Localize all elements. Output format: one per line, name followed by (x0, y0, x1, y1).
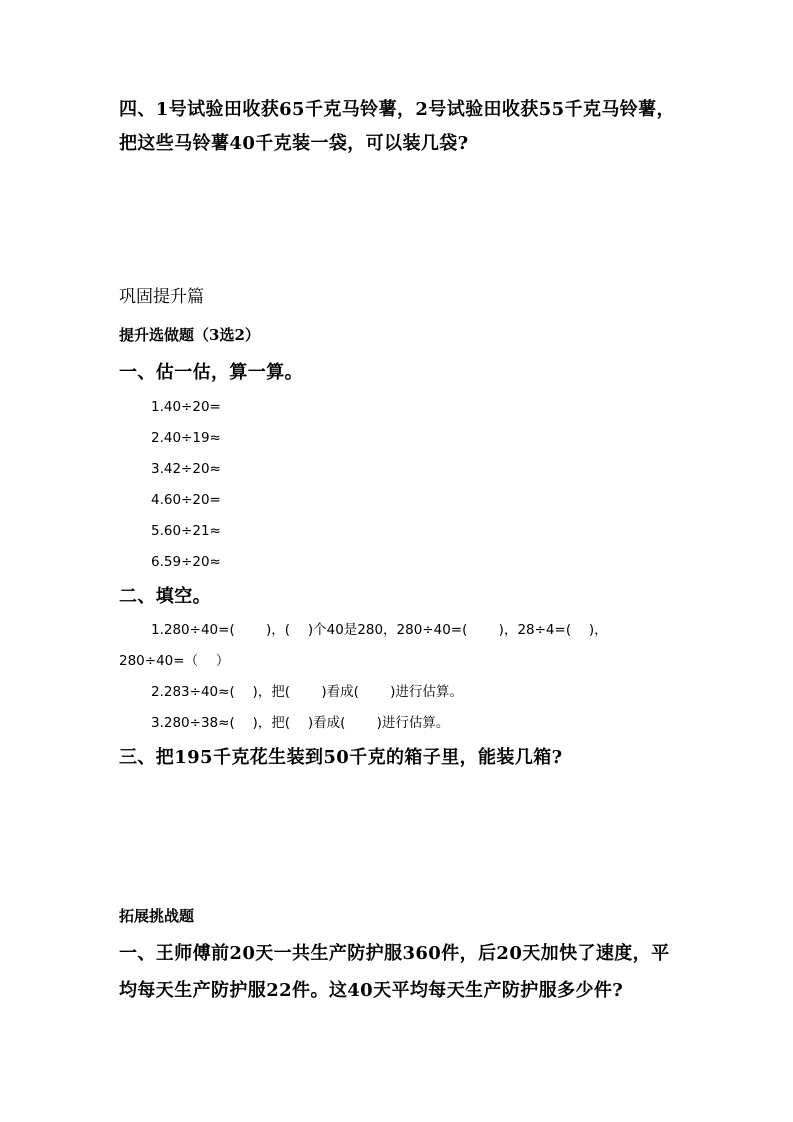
elective-heading: 提升选做题（3选2） (119, 326, 260, 344)
estimate-item: 1.40÷20= (151, 399, 221, 415)
estimate-item: 3.42÷20≈ (151, 461, 221, 477)
fill-item-1-line-1: 1.280÷40=( )，( )个40是280，280÷40=( )，28÷4=( )， (151, 622, 608, 638)
problem-4-line-2: 把这些马铃薯40千克装一袋，可以装几袋? (119, 133, 469, 154)
challenge-heading: 拓展挑战题 (119, 907, 195, 925)
challenge-line-1: 一、王师傅前20天一共生产防护服360件，后20天加快了速度，平 (119, 943, 670, 964)
estimate-item: 5.60÷21≈ (151, 523, 221, 539)
fill-item-2: 2.283÷40≈( )，把( )看成( )进行估算。 (151, 684, 463, 700)
question-1-heading: 一、估一估，算一算。 (119, 362, 303, 383)
section-title: 巩固提升篇 (119, 287, 204, 307)
estimate-item: 6.59÷20≈ (151, 554, 221, 570)
problem-4-line-1: 四、1号试验田收获65千克马铃薯，2号试验田收获55千克马铃薯， (119, 99, 675, 120)
fill-item-1-line-2: 280÷40=（ ） (119, 653, 230, 669)
estimate-item: 4.60÷20= (151, 492, 221, 508)
question-2-heading: 二、填空。 (119, 586, 211, 607)
question-3: 三、把195千克花生装到50千克的箱子里，能装几箱? (119, 747, 563, 768)
estimate-item: 2.40÷19≈ (151, 430, 221, 446)
challenge-line-2: 均每天生产防护服22件。这40天平均每天生产防护服多少件? (119, 980, 624, 1001)
fill-item-3: 3.280÷38≈( )，把( )看成( )进行估算。 (151, 715, 450, 731)
